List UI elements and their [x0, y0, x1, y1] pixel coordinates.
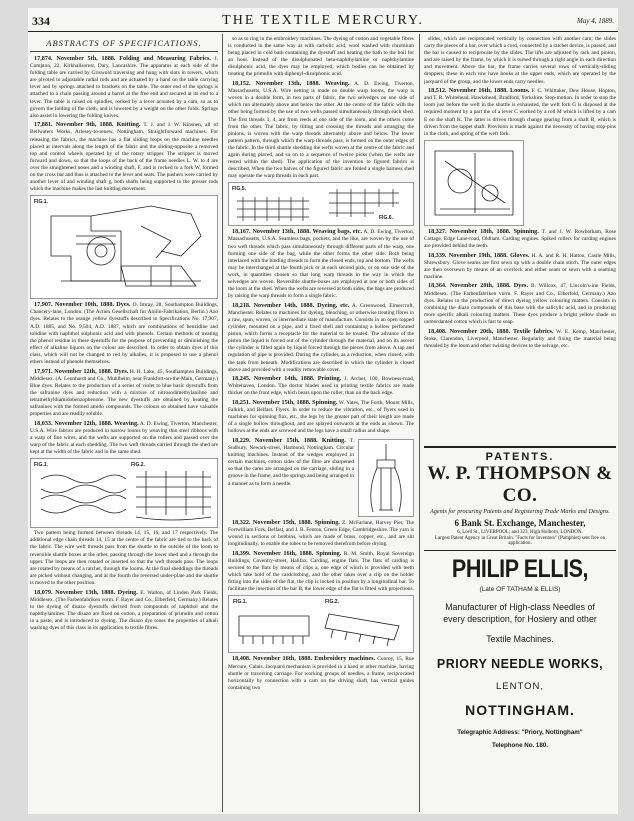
abstract-text: slides, which are reciprocated vertically by connection with another cam; the slides carry the pieces of a bar, over which a cord, connected by a ratchet device, is passed, and the bar is caused to reciprocate by the slides. The lifts are adjusted by rack and pinion, and are raised by the frame, by which it is turned through a right angle in each direction and movement. Above the bar, the frame carries several rows of vertically-sliding droppers; these in each row have hooks at the upper ends, which are operated by the jacquard of the group, and the lower ends carry needles. — [424, 36, 616, 85]
abstract-paragraph — [228, 80, 414, 180]
advert-address: 6 Bank St. Exchange, Manchester, — [454, 518, 586, 528]
abstract-text: T. Sudbury, Newark-street, Harmond, Nottingham. Circular knitting machines. Instead of the wedges employed in certain machines, cotton sides of the fibre are sharpened so that the cams are arranged on the carriage, sliding in a groove in the frame, and the springs and being arranged in a manner as to form a needle. — [228, 438, 354, 487]
advert-description-line: Textile Machines. — [486, 634, 554, 644]
abstract-text: Conroy, 15, Rue Mercure, Calais. Jacquard mechanism is provided in a hand or other machine, having shuttle or traversing carriage. For working groups of needles, a frame, reciprocated horizontally by connection with a cam on the driving shaft, has vertical guides containing two — [228, 656, 414, 691]
abstract-text: Two pattern being formed between threads 14, 15, 16, and 17 respectively. The additional edge chain threads 14, 15 at the centre of the fabric are tied to the back of the fabric. The wire weft threads pass from the shuttle to the outside of the loom to reversible shuttle boxes at the other, passing through the lower shed and a through the upper. The loops are then rotated or inserted so that the weft threads pass. The loops are rotated by means of a ratchet, through the looms. At the final sheddings the threads are picked without changing, and at the fourth the reversed under-plate and the shuttle is moved to the other position. — [30, 530, 218, 586]
abstract-lead: 17,881. November 9th, 1888. Knitting. — [34, 121, 141, 129]
advert-former-firm: (Late OF TATHAM & ELLIS) — [479, 586, 561, 593]
figure-caption: FIG.5. — [232, 186, 246, 193]
figure-wire-weaving — [30, 458, 218, 528]
figure-weave-diagram — [228, 182, 414, 226]
abstract-paragraph — [424, 328, 616, 350]
advert-philip-ellis — [424, 551, 616, 749]
newspaper-page — [28, 8, 618, 814]
column-right — [424, 36, 616, 442]
abstract-paragraph — [424, 282, 616, 326]
abstract-paragraph — [30, 368, 218, 419]
abstract-paragraph — [228, 437, 354, 488]
abstract-lead: 18,245. November 14th, 1888. Printing. — [232, 375, 342, 383]
abstract-lead: 18,251. November 15th, 1888. Spinning. — [232, 399, 338, 407]
abstract-text: Z. McFarlane, Harvey Pier, The Fortwilliam Fork, Belfast, and J. B. Fenton, Green Edge, Cambridgeshire. The yarn is wound in sections or bobbins, which are made of brass, copper, etc., and are slit longitudinally, to enable the tubes to be removed therefrom before drying. — [228, 520, 414, 548]
advert-town: LENTON, — [495, 681, 544, 692]
abstract-text: B. Willcox, 47, Lincoln's-inn Fields, Middlesex. (The Farbenfabriken vorm. F. Bayer and Co., Elberfeld, Germany.) Azo dyes. Relates to the production of direct dyeing yellow colouring matters. Consists in combining the diazo compounds of this base with the salicylic acid, and in producing more specific alkali colouring matters. These dyes produce a bright yellow shade on unmordanted cotton which is fast to soap. — [424, 283, 616, 325]
abstract-text: H. H. Lake, 45, Southampton Buildings, Middlesex. (A. Leonhardt and Co., Muhlheim, near Frankfort-on-the-Main, Germany.) Blue dyes. Relates to the production of a series of violet to blue basic dyestuffs from the safranine dyes and reduction with a mixture of nitrosodimethylaniline and tetramethyldiamidobenzophenone. The new dyestuffs are obtained by heating the safranines with the formed amido compounds. The colours so obtained have valuable properties and are readily soluble. — [30, 368, 218, 418]
issue-date: May 4, 1889. — [577, 17, 614, 25]
abstract-paragraph — [228, 228, 414, 300]
figure-knitting-machine — [30, 195, 218, 299]
abstract-lead: 18,167. November 13th, 1888. Weaving bags, etc. — [232, 228, 363, 236]
advert-firm-name: W. P. THOMPSON & CO. — [427, 463, 613, 506]
column-rule — [419, 34, 420, 812]
advert-pamphlet: Largest Patent Agency in Great Britain. "Facts for Inventors" (Pamphlet) sent free on application. — [434, 536, 606, 546]
flyer-block — [228, 437, 414, 519]
abstract-lead: 18,408. November 20th, 1888. Textile fabrics. — [428, 327, 554, 335]
advert-patents — [424, 451, 616, 551]
column-left — [30, 36, 218, 811]
figure-caption: FIG.1. — [233, 599, 247, 606]
flyer-drawing — [359, 440, 413, 516]
abstract-text: so as to ring in the embroidery machines. The dyeing of cotton and vegetable fibres is conducted in the same way as with carbolic acid, wool washed with chromium being placed in cold bath containing the dyestuff and heating the bath to the boil for an hour. Instead of the disulphonated beta-naphthylamine or naphthylamine disulphonic acid, the dyes may be employed, which bodies can be obtained by treating the primulin with diphenyl-disulphonic acid. — [228, 36, 414, 78]
abstract-lead: 18,229. November 15th, 1888. Knitting. — [232, 437, 346, 444]
wire-weave-drawing — [31, 459, 217, 527]
abstract-lead: 18,152. November 13th, 1888. Weaving. — [232, 80, 350, 88]
abstract-text: T. J. and J. W. Kinsnen, all of Bellwaters Works, Arlesey-to-renew, Nottingham. Straightforward machines. For releasing the fabrics, the machine has a flat sliding loops on the machine needles placed at intervals along the length of the fabric and the sliding-opposite a removed top and control wheels operated by of the rotary stripper. The stripper is moved forward and down, so that the loops of the back of the frame needles L. W. to 4 are over the straightened noses and a winding shaft, F, and is rocked to a fork W, formed on the cross bar and thus is attached to the lever and seats. The pushers were carried by another lever of and winding shaft g, both shafts being supported to the presser rods which the machine makes the last knitting movement. — [30, 122, 218, 193]
column-middle — [228, 36, 414, 811]
abstract-paragraph — [30, 589, 218, 633]
abstract-paragraph — [30, 530, 218, 587]
abstract-text: W. Yates, The Forth, Mount Mills, Falkirk, and Belfast. Flyers. In order to reduce the vibration, etc., of flyers used in machines for spinning flax, etc., the legs by the greater part of their length are made of a single hollow throughout, and are splayed outwards at the ends as shown. The hollows at the ends are screwed and the legs have a small radius and shape. — [228, 400, 414, 435]
advert-description-line: Manufacturer of High-class Needles of — [445, 602, 595, 612]
advert-branches: 6, Lord St., LIVERPOOL; and 323, High Holborn, LONDON. — [457, 530, 583, 535]
abstract-text: J. Compton, 22, Kirkhallsorest, Dary, Lancashire. The apparatus at each side of the folding table are carried by Griswold traversing and hung with slots in towers, which are pivoted to adjustable radial rods and are actuated by a hand on the table carrying lever and by springs attached to brackets on the table. The outer end of the springs is attached to a chain passing around a barrel at the free end and secured at its end to a lever. The table is raised on spindles, rocked by a lever actuated by a cam, so as to govern the folding of the cloth, and is lowered by a weight on the other folds. Springs also assist in lowering the folding knives. — [30, 56, 218, 119]
abstract-paragraph — [424, 252, 616, 281]
advert-heading: PATENTS. — [485, 451, 555, 463]
figure-caption: FIG.1. — [34, 199, 48, 206]
knitting-machine-drawing — [31, 196, 217, 298]
abstract-lead: 18,408. November 16th, 1888. Embroidery machines. — [232, 655, 376, 663]
advert-telephone: Telephone No. 180. — [492, 742, 548, 749]
abstract-text: A. D. Ewing, Tiverton, Massachusetts, U.S.A. Seamless bags, pockets, and the like, are woven by the use of two weft threads which pass simultaneously through different parts of the warp, one forming one side of the bag, while the other forms the other side. Both being interlaced with the binding threads to form the closed ends, top and bottom. The wefts may be interchanged at the fourth pick or at each second pick, or on one side of the work, in quantities chosen so that long warp threads in the way in which the selvedges are woven. Reversible shuttle-boxes are employed at one or both sides of the loom at the shed. When the wefts are reversed at both sides, the bags are produced by raising the warp threads to form a single fabric. — [228, 229, 414, 300]
abstract-paragraph — [228, 375, 414, 397]
stop-motion-drawing — [425, 141, 523, 225]
page-header — [28, 8, 618, 32]
abstract-lead: 17,971. November 12th, 1888. Dyes. — [34, 367, 129, 375]
abstract-text: F. C. Whittaker, Dew House, Hopton, and T. R. Whitehead, Hawkshead, Bradford, Yorkshire. Stop-motion. In order to stop the loom just before the weft in the shuttle is exhausted, the weft fork G is disposed at the required moment by a part the of a lever C worked by a rod M which is lifted by a cam E on the shaft K. The latter is driven through change gearing from a shaft B, which is driven from the tappet shaft. Provision is made against the necessity of having stop-pins in the cloth, and spring of the weft fork. — [424, 88, 616, 137]
abstract-lead: 18,322. November 15th, 1888. Spinning. — [232, 519, 340, 526]
abstract-text: A. Greenwood, Elmercroft, Manchester. Relates to machines for dyeing, bleaching, or otherwise treating fibres in a raw, spun, woven, or intermediate state of manufacture. Consists in an open topped cylinder, mounted on a pipe, and a fixed shell and containing a hollow perforated piston, which forms a receptacle for the material to be treated. The advance of the piston the liquid is forced out of the cylinder through the material, and on its ascent the cylinder is filled again by liquid forced through the pieces from above. A tap and regulation of pipe is provided. During the cylinder, as a reduction, when closed, with the tank from beneath. Modifications are described in which the cylinder is closed above and provided with a readily removable cover. — [228, 302, 414, 373]
flyer-text — [228, 437, 354, 519]
abstract-paragraph — [424, 36, 616, 86]
figure-caption: FIG.6. — [379, 215, 393, 222]
abstract-text: A. D. Ewing, Tiverton, Manchester, U.S.A. Wire fabrics are produced in narrow looms by weaving thin steel ribbons with a warp of fine wires, and the wefts are supported on the rollers and passed over the warp of the fabric at each shedding. The two weft threads carried through the shed are kept at the width of the fabric and in the same shed. — [30, 420, 218, 456]
abstract-text: O. Imray, 28, Southampton Buildings, Chancery-lane, London. (The Actien Gesellschaft fur Anilin-Fabrikation, Berlin.) Azo dyes. Relates to the orange yellow dyestuffs described in Specifications No. 17,907, A.D. 1885, and No. 9,504, A.D. 1887, which are combinations of benzidine and tolidine with naphthol sulphonic acid and with phenols. Certain methods of treating the phenol residue in these dyestuffs for the purpose of preventing or diminishing the effect of alkaline liquors on the colour are described. In order to obtain dyes of this class, which will not be changed to red by alkalies, it is proposed to use a phenol ethers instead of phenols themselves. — [30, 302, 218, 366]
abstract-paragraph — [228, 550, 414, 594]
abstract-text: E. Walton, of Linden Park Fields, Middlesex. (The Farbenfabriken vorm. F. Bayer and Co., Elberfeld, Germany.) Relates to the dyeing of disazo dyestuffs derived from compounds of naphthol and the naphthylamines. The disazo are fixed on cotton, a preparation of primulin and cotton in a paste, and is introduced to dyeing. The disazo dye tones the properties of alkali washing dyes of this class in its application to textile fibres. — [30, 589, 218, 631]
advert-name: PHILIP ELLIS, — [451, 555, 589, 583]
abstract-lead: 17,907. November 10th, 1888. Dyes. — [34, 301, 131, 309]
abstract-lead: 18,327. November 18th, 1888. Spinning. — [428, 227, 539, 235]
abstract-text: T. and J. W. Rowbotham, Rose Cottage, Edge Lane-road, Oldham. Carding engines. Spiked rollers for carding engines are provided behind the teeth. — [424, 228, 616, 249]
column-rule — [222, 34, 223, 812]
abstract-paragraph — [228, 519, 414, 548]
abstract-text: A. D. Ewing, Tiverton, Massachusetts, U.S.A. Wire netting is made on double warp looms, the warp is woven in a double form, in two parts of fabric, the two selvedges on one side of which run alternately above and below the other. At the centre of the fabric with the other being formed by the use of two wefts passed simultaneously through each shed. The first threads 3, 4, are from reeds at one side of the loom, and the others come from the other. The fabric, by tilting and crossing the threads and arranging the pinions, is woven with the warp threads alternately above and below. The lower pattern pattern, through which the warp threads pass, is formed on the outer edges of the fabric. In the third shuttle shedding the wefts woven at the centre of the fabric and again during placed, and so on to a sequence of twelve picks (when the wefts are rested within the shed). The application of the invention to figured fabrics is described, When the two halves of the figured fabric are folded a single harness shed may operate the warp threads in each part. — [228, 81, 414, 180]
abstract-lead: 18,079. November 13th, 1888. Dyeing. — [34, 588, 138, 596]
abstract-paragraph — [228, 399, 414, 435]
abstract-lead: 18,364. November 20th, 1888. Dyes. — [428, 282, 529, 290]
abstract-lead: 18,339. November 19th, 1888. Gloves. — [428, 251, 530, 259]
masthead-title: THE TEXTILE MERCURY. — [222, 13, 424, 28]
abstract-lead: 17,874. November 5th, 1888. Folding and Measuring Fabrics. — [34, 55, 211, 62]
abstract-lead: 18,218. November 14th, 1888. Dyeing, etc. — [232, 301, 350, 309]
figure-caption: FIG.2. — [325, 599, 339, 606]
abstract-lead: 18,512. November 16th, 1888. Looms. — [428, 87, 530, 95]
abstract-paragraph — [228, 36, 414, 79]
abstract-text: W. E. Kemp, Manchester, Stoke, Clarendon, Liverpool, Manchester. Regularity and fixing the material being threaded by the loom and other twisting devices to the selvage, etc. — [424, 328, 616, 349]
advert-description-line: every description, for Hosiery and other — [443, 614, 597, 624]
figure-carding-flats — [228, 595, 414, 653]
abstract-lead: 18,399. November 16th, 1888. Spinning. — [232, 549, 342, 557]
abstract-paragraph — [424, 228, 616, 250]
abstract-paragraph — [30, 301, 218, 366]
page-number: 334 — [32, 14, 50, 28]
abstract-paragraph — [228, 655, 414, 691]
advert-telegraphic-address: Telegraphic Address: "Priory, Nottingham" — [457, 729, 583, 736]
abstract-paragraph — [424, 87, 616, 138]
abstract-text: R. M. Smith, Royal Sovereign Buildings, Coventry-street, Halifax. Carding, engine flats. The flats of carding is secured to the flats by means of clips a, one edge of which is provided with teeth which take hold of the cardclothing, and the other takes over a clip on the holder fitting into the sides of the flat, the clip is locked in position by a longitudinal bar. To facilitate the insertion of the bar B, the lower edge of the flat is fitted with projections. — [228, 550, 414, 593]
abstract-text: H. A. and R. H. Hatton, Castle Mills, Shrewsbury. Glove seams are first sewn up with a double chain stitch. The outer edges are then oversewn by means of an overlock and either seam or sewn with a seaming machine. — [424, 252, 616, 280]
advert-subtitle: Agents for procuring Patents and Registering Trade Marks and Designs. — [430, 508, 610, 515]
figure-flyer — [358, 439, 414, 517]
abstract-paragraph — [30, 55, 218, 120]
abstract-paragraph — [30, 121, 218, 193]
carding-flat-drawing — [229, 596, 413, 652]
advertisements — [424, 446, 616, 812]
abstract-paragraph — [228, 302, 414, 374]
figure-loom-stop-motion — [424, 140, 524, 226]
section-title: ABSTRACTS OF SPECIFICATIONS. — [30, 36, 218, 52]
abstract-paragraph — [30, 420, 218, 456]
figure-caption: FIG.2. — [131, 462, 145, 469]
advert-works-name: PRIORY NEEDLE WORKS, — [436, 657, 604, 671]
advert-city: NOTTINGHAM. — [465, 702, 575, 718]
abstract-text: J. Archer, 100, Bowness-road, Whitehaven, London. The doctor blades used in printing textile fabrics are made thicker on the front edge, which bears upon the roller, than on the back edge. — [228, 376, 414, 397]
figure-caption: FIG.1. — [34, 462, 48, 469]
abstract-lead: 18,033. November 12th, 1888. Weaving. — [34, 419, 139, 427]
